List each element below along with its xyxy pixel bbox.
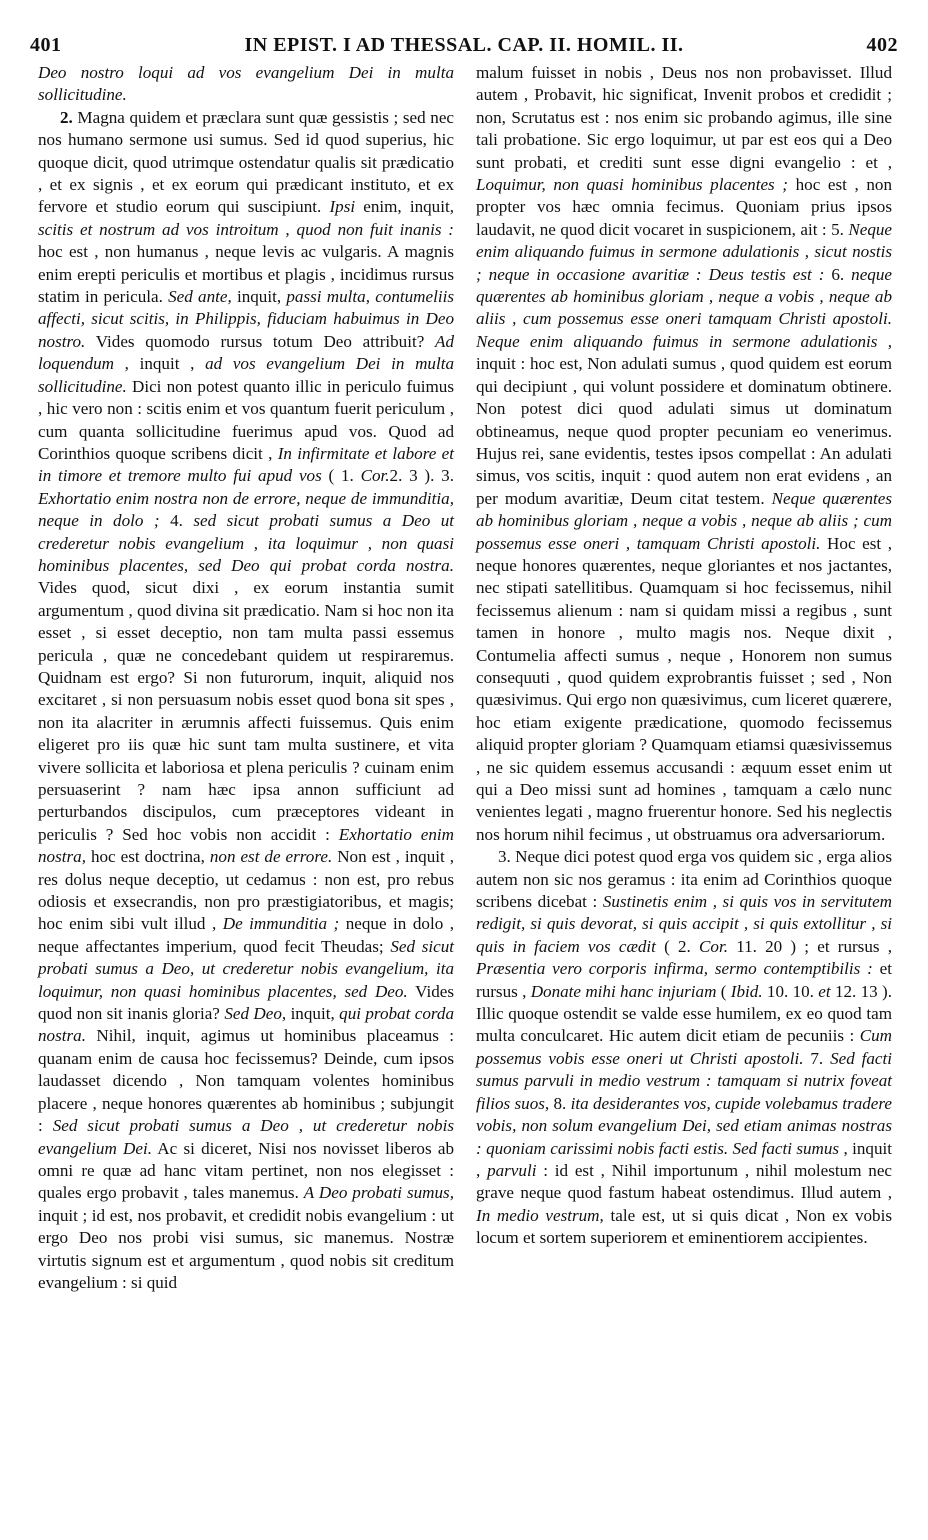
text-run: ( 1. (321, 466, 361, 486)
paragraph (38, 107, 454, 1295)
italic-text-run: ita desiderantes vos, cupide volebamus tradere vobis, non solum evangelium Dei, sed etiam animas nostras : quoniam carissimi nobis facti estis. Sed facti sumus (476, 1093, 892, 1158)
text-run: malum fuisset in nobis , Deus nos non probavisset. Illud autem , Probavit, hic significat, Invenit probos et credidit ; non, Scrutatus est : nos enim sic probando agimus, ille sine tali probatione. Sic ergo loquimur, ut par est eos qui a Deo sunt probati, et crediti sunt esse digni evangelio : et , (476, 63, 892, 172)
text-run: , inquit , (476, 1138, 892, 1180)
text-run: 10. 10. (762, 981, 819, 1001)
text-run: : id est , Nihil importunum , nihil molestum nec grave neque quod fastum habeat ostendimus. Illud autem , (476, 1160, 892, 1203)
italic-text-run: Neque enim aliquando fuimus in sermone adulationis , sicut nostis ; neque in occasione avaritiæ : Deus testis est : (476, 219, 892, 284)
text-run: hoc est , non propter vos hæc omnia fecimus. Quoniam prius ipsos laudavit, ne quod dicit vocaret in suspicionem, ait : 5. (476, 175, 892, 239)
italic-text-run: Exhortatio enim nostra non de errore, neque de immunditia, neque in dolo ; (38, 488, 454, 531)
italic-text-run: De immunditia ; (222, 914, 340, 934)
italic-text-run: Cor. (699, 936, 729, 956)
running-head (30, 34, 898, 58)
italic-text-run: neque quærentes ab hominibus gloriam , neque a vobis , neque ab aliis , cum possemus esse oneri tamquam Christi apostoli. Neque enim aliquando fuimus in sermone adulationis , (476, 264, 892, 351)
bold-text-run: 2. (60, 107, 78, 127)
italic-text-run: Sed ante, (168, 287, 232, 307)
text-run: Hoc est , neque honores quærentes, neque gloriantes et nos jactantes, nec stipati satellitibus. Quamquam si hoc fecissemus, nihil fecissemus alienum : nam si quidam missi a regibus , sunt tamen in honore , multo magis nos. Neque dixit , Contumelia affecti sumus , neque , Honorem non sumus consequuti , quod quidem exprobrantis fuisset ; sed , Non quæsivimus. Qui ergo non quæsivimus, cum liceret quærere, hoc etiam exigente prædicatione, quomodo fecissemus aliquid propter gloriam ? Quamquam etiamsi quæsivissemus , ne sic quidem essemus accusandi : æquum esset enim ut qui a Deo missi sunt ad homines , tamquam a cælo nunc venientes legati , magno fruerentur honore. Sed his neglectis nos horum nihil fecimus , ut obstruamus ora adversariorum. (476, 533, 892, 844)
page-number-right: 402 (866, 34, 898, 56)
text-run: Vides quod non sit inanis gloria? (38, 981, 454, 1024)
paragraph (476, 62, 892, 846)
italic-text-run: Donate mihi hanc injuriam (530, 981, 717, 1001)
italic-text-run: Loquimur, non quasi hominibus placentes ; (476, 175, 788, 195)
text-run: 12. 13 ). Illic quoque ostendit se valde esse humilem, ex eo quod tam multa conculcaret. Hic autem dicit etiam de pecuniis : (476, 981, 892, 1046)
italic-text-run: Ad loquendum (38, 331, 454, 374)
text-run: enim, inquit, (355, 197, 454, 217)
text-run: Magna quidem et præclara sunt quæ gessistis ; sed nec nos humano sermone usi sumus. Sed id quod superius, hic quoque dicit, quod utrimque ostendatur qualis sit prædicatio , et ex signis , et ex eorum qui prædicant instituto, et ex fervore et studio eorum qui suscipiunt. (38, 107, 454, 217)
italic-text-run: A Deo probati sumus, (303, 1183, 454, 1203)
italic-text-run: qui probat corda nostra. (38, 1004, 454, 1046)
italic-text-run: Sed facti sumus parvuli in medio vestrum : tamquam si nutrix foveat filios suos, (476, 1048, 892, 1113)
text-run: Vides quod, sicut dixi , ex eorum instantia sumit argumentum , quod divina sit prædicatio. Nam si hoc non ita esset , si esset deceptio, non tam multa passi essemus pericula , quæ ne concedebant quidem ut respiraremus. Quidnam est ergo? Si non futurorum, inquit, aliquid nos excitaret , si non persuasum nobis esset quod bona sit spes , non ita alacriter in ærumnis affecti fuissemus. Quis enim eligeret pro iis quæ hic sunt tam multa sustinere, et vita vivere sollicita et laboriosa et plena periculis ? cuinam enim persuaserint ? nam hæc ipsa annon sufficiunt ad perturbandos discipulos, cum præceptores videant in periculis ? Sed hoc vobis non accidit : (38, 578, 454, 844)
right-text-column (476, 62, 892, 1250)
italic-text-run: Sustinetis enim , si quis vos in servitutem redigit, si quis devorat, si quis accipit , si quis extollitur , si quis in faciem vos cædit (476, 892, 893, 956)
italic-text-run: Cum possemus vobis esse oneri ut Christi apostoli. (476, 1026, 892, 1068)
text-run: et rursus , (476, 959, 892, 1001)
text-run: ( 2. (655, 936, 700, 956)
text-run: inquit ; id est, nos probavit, et credidit nobis evangelium : ut ergo Deo nos probi visi sumus, sic manemus. Nostræ virtutis signum est et argumentum , quod nobis sit creditum evangelium : si quid (38, 1205, 454, 1292)
text-run: ( (716, 981, 731, 1001)
text-run: Non est , inquit , res dolus neque deceptio, ut cedamus : non est, pro rebus odiosis et exsecrandis, non pro præstigiatoribus, et magis; hoc enim sibi vult illud , (38, 847, 454, 934)
text-run: inquit, (231, 287, 287, 307)
italic-text-run: parvuli (487, 1160, 537, 1180)
text-run: hoc est doctrina, (85, 847, 210, 867)
text-run: 11. 20 ) ; et rursus , (728, 936, 892, 956)
italic-text-run: Ipsi (329, 197, 356, 217)
text-run: 8. (549, 1093, 571, 1113)
italic-text-run: Deo nostro loqui ad vos evangelium Dei in multa sollicitudine. (38, 63, 454, 105)
text-run: Ac si diceret, Nisi nos novisset liberos ab omni re quæ ad hanc vitam pertinet, non nos elegisset : quales ergo probavit , tales manemus. (38, 1138, 455, 1203)
italic-text-run: scitis et nostrum ad vos introitum , quod non fuit inanis : (38, 219, 454, 239)
text-run: Nihil, inquit, agimus ut hominibus placeamus : quanam enim de causa hoc fecissemus? Deinde, cum ipsos laudasset dicendo , Non tamquam volentes hominibus placere , neque honores quærentes ab hominibus ; subjungit : (38, 1026, 454, 1136)
text-run: Vides quomodo rursus totum Deo attribuit? (85, 331, 435, 351)
running-title: IN EPIST. I AD THESSAL. CAP. II. HOMIL. II. (244, 34, 684, 56)
italic-text-run: Neque quærentes ab hominibus gloriam , neque a vobis , neque ab aliis ; cum possemus esse oneri , tamquam Christi apostoli. (476, 488, 892, 553)
paragraph (38, 62, 454, 107)
italic-text-run: In infirmitate et labore et in timore et tremore multo fui apud vos (38, 443, 454, 486)
italic-text-run: In medio vestrum, (476, 1205, 604, 1225)
text-run: tale est, ut si quis dicat , Non ex vobis locum et sortem superiorem et eminentiorem accipientes. (476, 1205, 892, 1248)
italic-text-run: Ibid. (730, 981, 763, 1001)
italic-text-run: Sed sicut probati sumus a Deo , ut crederetur nobis evangelium Dei. (38, 1116, 454, 1158)
italic-text-run: sed sicut probati sumus a Deo ut crederetur nobis evangelium , ita loquimur , non quasi hominibus placentes, sed Deo qui probat corda nostra. (38, 511, 454, 575)
text-run: 7. (803, 1048, 831, 1068)
text-run: neque in dolo , neque affectantes imperium, quod fecit Theudas; (38, 914, 455, 956)
italic-text-run: non est de errore. (209, 847, 333, 867)
italic-text-run: Sed Deo, (224, 1004, 287, 1024)
left-text-column (38, 62, 454, 1294)
paragraph (476, 846, 892, 1249)
italic-text-run: Cor. (360, 466, 390, 486)
italic-text-run: et (818, 981, 831, 1001)
italic-text-run: ad vos evangelium Dei in multa sollicitudine. (38, 354, 455, 396)
text-run: 3. Neque dici potest quod erga vos quidem sic , erga alios autem non sic nos geramus : ita enim ad Corinthios quoque scribens dicebat : (476, 847, 892, 912)
text-run: , inquit , (113, 354, 206, 374)
text-run: 2. 3 ). 3. (389, 466, 454, 486)
italic-text-run: Exhortatio enim nostra, (38, 824, 454, 867)
text-run: 6. (824, 264, 852, 284)
text-run: inquit : hoc est, Non adulati sumus , quod quidem est eorum qui decipiunt , qui volunt possidere et dominatum obtinere. Non potest dici quod adulati simus ut dominatum obtineamus, neque quod propter pecuniam eo venerimus. Hujus rei, sane evidentis, testes ipsos compellat : An adulati simus, vos scitis, inquit : quod autem non erat evidens , an per modum avaritiæ, Deum citat testem. (476, 354, 892, 508)
text-run: inquit, (286, 1004, 340, 1024)
italic-text-run: Sed sicut probati sumus a Deo, ut crederetur nobis evangelium, ita loquimur, non quasi hominibus placentes, sed Deo. (38, 936, 454, 1001)
text-run: Dici non potest quanto illic in periculo fuimus , hic vero non : scitis enim et vos quantum fuerit periculum , cum quanta sollicitudine fuerimus apud vos. Quod ad Corinthios quoque scribens dicit , (38, 376, 454, 463)
italic-text-run: Præsentia vero corporis infirma, sermo contemptibilis : (476, 959, 873, 979)
italic-text-run: passi multa, contumeliis affecti, sicut scitis, in Philippis, fiduciam habuimus in Deo nostro. (38, 287, 455, 351)
text-run: 4. (170, 511, 194, 531)
page-number-left: 401 (30, 34, 62, 56)
text-run: hoc est , non humanus , neque levis ac vulgaris. A magnis enim erepti periculis et mortibus et plagis , incidimus rursus statim in pericula. (38, 242, 454, 307)
